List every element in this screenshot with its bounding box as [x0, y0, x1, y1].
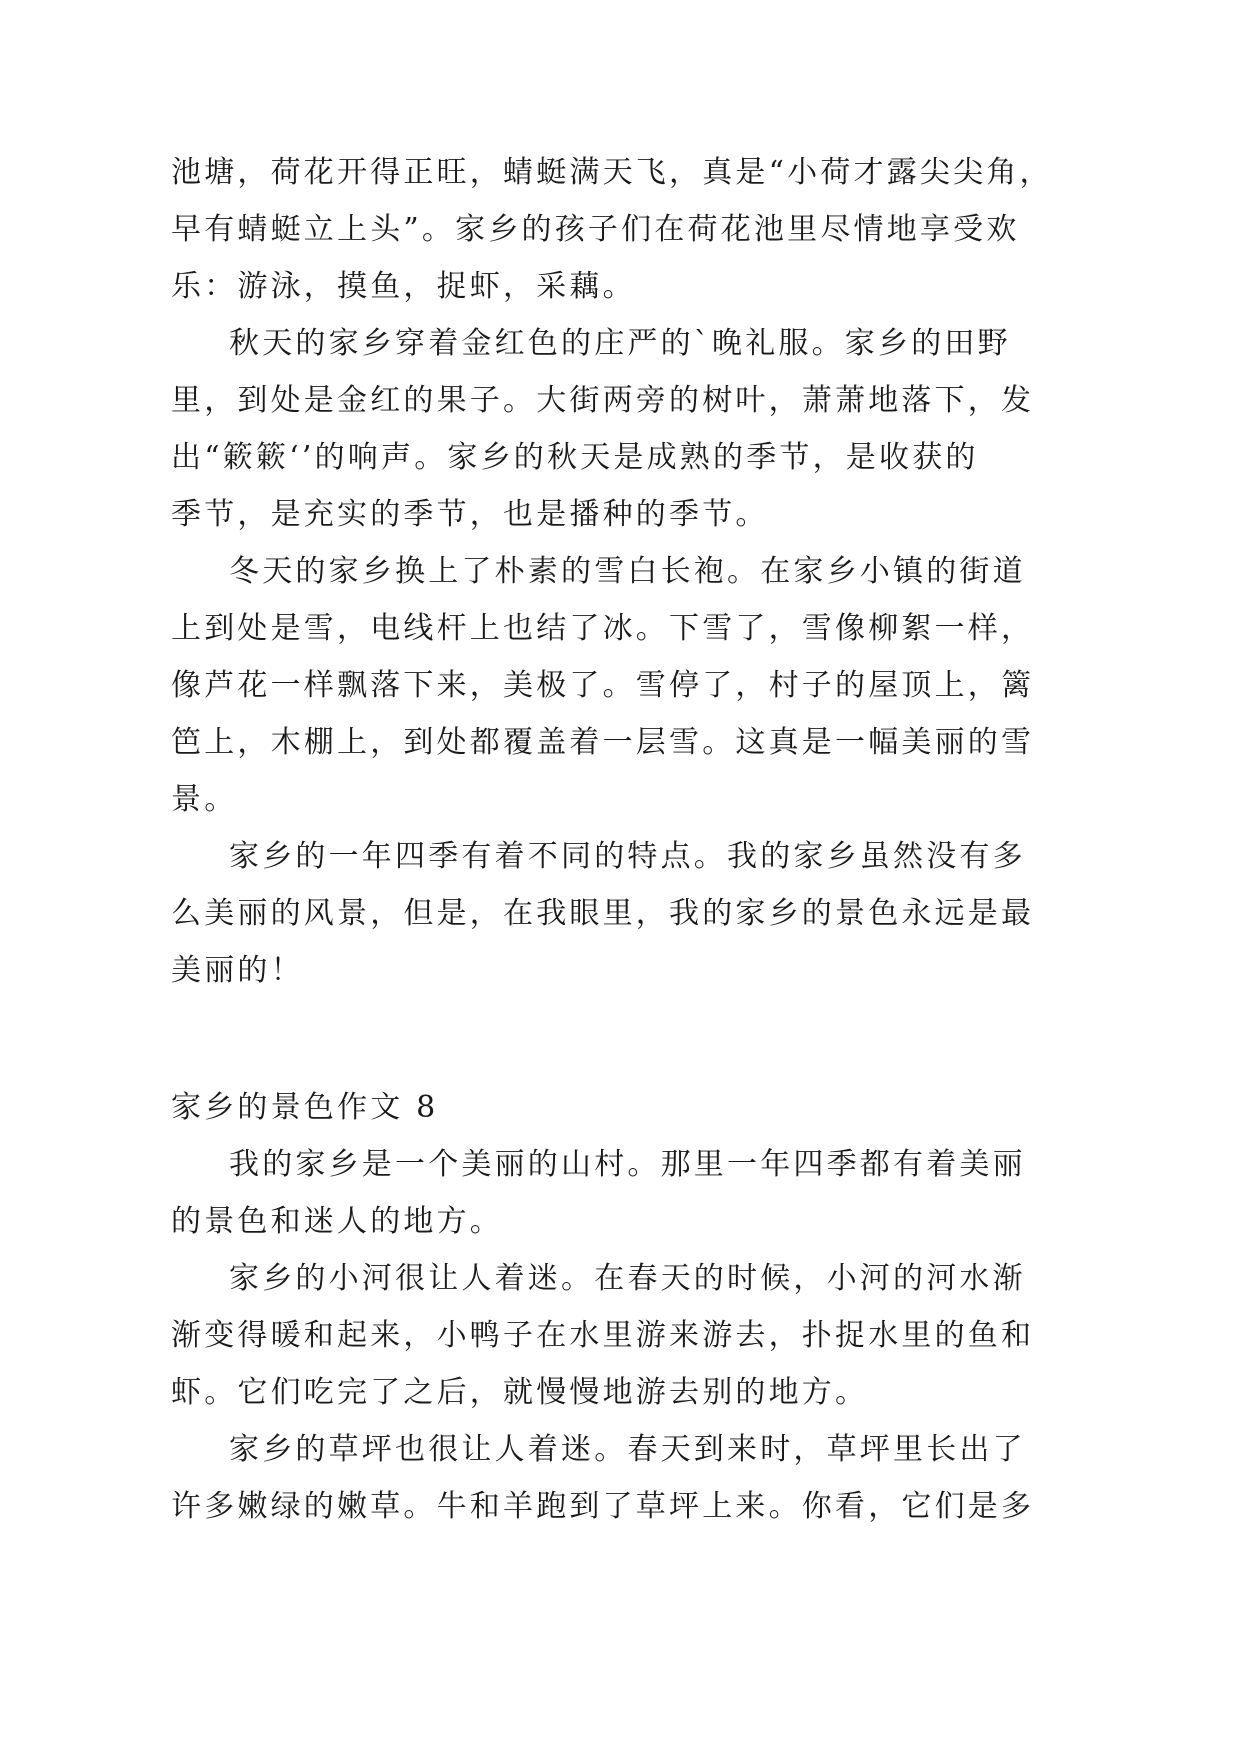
- section-heading: 家乡的景色作文 8: [171, 1090, 439, 1125]
- text-line: 季节，是充实的季节，也是播种的季节。: [171, 497, 769, 532]
- text-line: 家乡的小河很让人着迷。在春天的时候，小河的河水渐: [229, 1261, 1026, 1296]
- text-line: 笆上，木棚上，到处都覆盖着一层雪。这真是一幅美丽的雪: [171, 725, 1035, 760]
- text-line: 池塘，荷花开得正旺，蜻蜓满天飞，真是“小荷才露尖尖角，: [171, 155, 1053, 190]
- text-line: 出“簌簌‘’的响声。家乡的秋天是成熟的季节，是收获的: [171, 440, 979, 475]
- text-line: 早有蜻蜓立上头”。家乡的孩子们在荷花池里尽情地享受欢: [171, 212, 1020, 247]
- text-line: 乐：游泳，摸鱼，捉虾，采藕。: [171, 269, 636, 304]
- text-line: 么美丽的风景，但是，在我眼里，我的家乡的景色永远是最: [171, 896, 1035, 931]
- text-line: 家乡的一年四季有着不同的特点。我的家乡虽然没有多: [229, 839, 1026, 874]
- text-line: 秋天的家乡穿着金红色的庄严的`晚礼服。家乡的田野: [229, 326, 1011, 361]
- text-line: 里，到处是金红的果子。大街两旁的树叶，萧萧地落下，发: [171, 383, 1035, 418]
- text-line: 渐变得暖和起来，小鸭子在水里游来游去，扑捉水里的鱼和: [171, 1318, 1035, 1353]
- text-line: 家乡的草坪也很让人着迷。春天到来时，草坪里长出了: [229, 1432, 1026, 1467]
- text-line: 虾。它们吃完了之后，就慢慢地游去别的地方。: [171, 1375, 869, 1410]
- text-line: 许多嫩绿的嫩草。牛和羊跑到了草坪上来。你看，它们是多: [171, 1489, 1035, 1524]
- text-line: 美丽的！: [171, 953, 304, 988]
- text-line: 上到处是雪，电线杆上也结了冰。下雪了，雪像柳絮一样，: [171, 611, 1035, 646]
- text-line: 我的家乡是一个美丽的山村。那里一年四季都有着美丽: [229, 1147, 1026, 1182]
- text-line: 的景色和迷人的地方。: [171, 1204, 503, 1239]
- text-line: 冬天的家乡换上了朴素的雪白长袍。在家乡小镇的街道: [229, 554, 1026, 589]
- text-line: 景。: [171, 782, 238, 817]
- text-line: 像芦花一样飘落下来，美极了。雪停了，村子的屋顶上，篱: [171, 668, 1035, 703]
